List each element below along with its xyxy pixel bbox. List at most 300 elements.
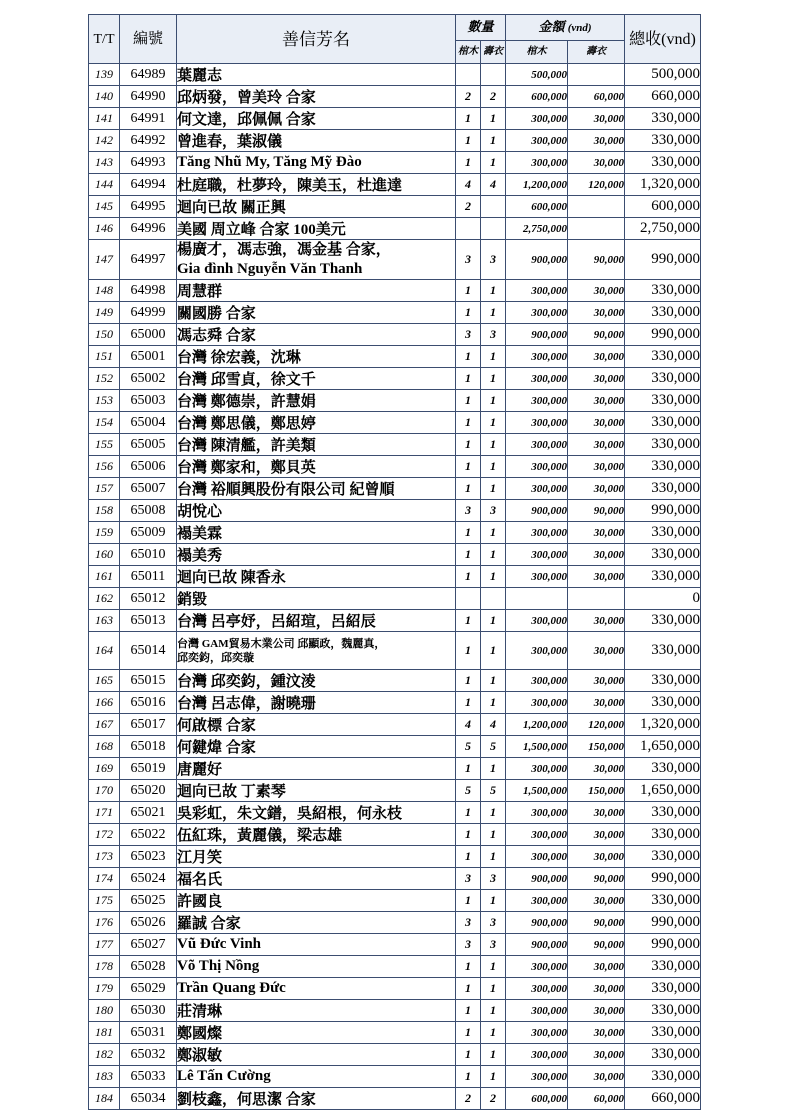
cell-amount-shroud: 30,000 <box>568 692 625 714</box>
donor-name-line1: 迴向已故 陳香永 <box>177 570 286 586</box>
cell-qty-shroud: 1 <box>481 978 506 1000</box>
cell-total: 330,000 <box>625 956 701 978</box>
table-row <box>89 456 701 478</box>
cell-tt: 179 <box>89 978 120 1000</box>
cell-donor-name <box>177 218 456 240</box>
cell-qty-shroud: 1 <box>481 346 506 368</box>
table-row <box>89 1066 701 1088</box>
cell-code: 65034 <box>120 1088 177 1110</box>
table-row <box>89 174 701 196</box>
cell-amount-shroud: 30,000 <box>568 670 625 692</box>
cell-qty-coffin: 1 <box>456 846 481 868</box>
cell-tt: 143 <box>89 152 120 174</box>
cell-qty-shroud: 1 <box>481 1000 506 1022</box>
cell-qty-coffin: 2 <box>456 196 481 218</box>
cell-total: 330,000 <box>625 346 701 368</box>
cell-amount-coffin: 600,000 <box>506 86 568 108</box>
cell-amount-coffin: 600,000 <box>506 196 568 218</box>
cell-amount-shroud: 30,000 <box>568 108 625 130</box>
cell-donor-name <box>177 934 456 956</box>
cell-total: 330,000 <box>625 670 701 692</box>
cell-donor-name <box>177 632 456 670</box>
cell-tt: 151 <box>89 346 120 368</box>
cell-tt: 181 <box>89 1022 120 1044</box>
cell-total: 330,000 <box>625 610 701 632</box>
cell-qty-shroud: 3 <box>481 500 506 522</box>
table-row <box>89 1022 701 1044</box>
cell-donor-name <box>177 846 456 868</box>
cell-amount-shroud: 30,000 <box>568 610 625 632</box>
cell-code: 64997 <box>120 240 177 280</box>
cell-total: 990,000 <box>625 500 701 522</box>
cell-amount-coffin: 300,000 <box>506 412 568 434</box>
cell-total: 990,000 <box>625 912 701 934</box>
cell-total: 330,000 <box>625 412 701 434</box>
cell-donor-name <box>177 108 456 130</box>
column-header-tt: T/T <box>89 15 120 64</box>
cell-code: 65018 <box>120 736 177 758</box>
cell-code: 65006 <box>120 456 177 478</box>
cell-tt: 141 <box>89 108 120 130</box>
donor-name-line1: 唐麗好 <box>177 762 223 778</box>
donor-name-line1: 迴向已故 丁素琴 <box>177 784 286 800</box>
table-row <box>89 434 701 456</box>
cell-qty-shroud: 1 <box>481 890 506 912</box>
cell-tt: 166 <box>89 692 120 714</box>
column-header-amount-group <box>506 15 625 41</box>
cell-qty-shroud <box>481 196 506 218</box>
cell-donor-name <box>177 544 456 566</box>
cell-tt: 158 <box>89 500 120 522</box>
cell-code: 64992 <box>120 130 177 152</box>
cell-code: 65031 <box>120 1022 177 1044</box>
cell-code: 64991 <box>120 108 177 130</box>
cell-qty-coffin: 3 <box>456 240 481 280</box>
cell-amount-shroud: 90,000 <box>568 868 625 890</box>
cell-total: 330,000 <box>625 108 701 130</box>
donor-name-line1: 何文達，邱佩佩 合家 <box>177 112 316 128</box>
cell-amount-shroud: 30,000 <box>568 412 625 434</box>
cell-qty-shroud: 2 <box>481 1088 506 1110</box>
cell-amount-coffin: 300,000 <box>506 368 568 390</box>
cell-donor-name <box>177 978 456 1000</box>
cell-qty-shroud: 1 <box>481 802 506 824</box>
cell-amount-shroud: 150,000 <box>568 736 625 758</box>
donor-name-line1: 劉枝鑫，何思潔 合家 <box>177 1092 316 1108</box>
cell-donor-name <box>177 456 456 478</box>
cell-tt: 164 <box>89 632 120 670</box>
cell-donor-name <box>177 412 456 434</box>
cell-code: 64998 <box>120 280 177 302</box>
cell-tt: 171 <box>89 802 120 824</box>
cell-qty-coffin: 1 <box>456 610 481 632</box>
cell-amount-coffin: 300,000 <box>506 758 568 780</box>
cell-code: 65025 <box>120 890 177 912</box>
cell-total: 1,650,000 <box>625 780 701 802</box>
cell-tt: 173 <box>89 846 120 868</box>
cell-qty-shroud: 1 <box>481 692 506 714</box>
cell-qty-shroud: 1 <box>481 302 506 324</box>
donor-name-line1: 褟美霖 <box>177 526 223 542</box>
cell-amount-coffin: 300,000 <box>506 544 568 566</box>
cell-donor-name <box>177 912 456 934</box>
cell-amount-shroud: 30,000 <box>568 152 625 174</box>
cell-qty-coffin: 1 <box>456 130 481 152</box>
cell-qty-coffin: 1 <box>456 368 481 390</box>
cell-tt: 177 <box>89 934 120 956</box>
table-row <box>89 196 701 218</box>
cell-tt: 184 <box>89 1088 120 1110</box>
cell-code: 65012 <box>120 588 177 610</box>
cell-tt: 159 <box>89 522 120 544</box>
cell-qty-coffin: 1 <box>456 1044 481 1066</box>
cell-qty-shroud: 3 <box>481 324 506 346</box>
donor-name-line1: 台灣 鄭德崇，許慧娟 <box>177 394 316 410</box>
donor-name-line1: 台灣 邱奕鈞，鍾汶淩 <box>177 674 316 690</box>
cell-amount-shroud: 30,000 <box>568 1044 625 1066</box>
cell-amount-shroud: 90,000 <box>568 240 625 280</box>
cell-qty-shroud: 1 <box>481 632 506 670</box>
cell-total: 600,000 <box>625 196 701 218</box>
cell-amount-shroud: 60,000 <box>568 1088 625 1110</box>
cell-qty-shroud: 1 <box>481 456 506 478</box>
donor-name-line1: 何鍵煒 合家 <box>177 740 256 756</box>
cell-qty-shroud: 1 <box>481 280 506 302</box>
cell-donor-name <box>177 196 456 218</box>
cell-total: 2,750,000 <box>625 218 701 240</box>
table-row <box>89 130 701 152</box>
cell-tt: 168 <box>89 736 120 758</box>
cell-qty-coffin: 1 <box>456 758 481 780</box>
table-row <box>89 846 701 868</box>
cell-amount-shroud: 90,000 <box>568 934 625 956</box>
table-row <box>89 758 701 780</box>
cell-donor-name <box>177 714 456 736</box>
cell-total: 330,000 <box>625 1066 701 1088</box>
cell-amount-coffin: 1,200,000 <box>506 174 568 196</box>
cell-total: 330,000 <box>625 890 701 912</box>
cell-total: 330,000 <box>625 692 701 714</box>
table-row <box>89 64 701 86</box>
cell-tt: 176 <box>89 912 120 934</box>
cell-qty-coffin: 2 <box>456 1088 481 1110</box>
cell-amount-shroud: 30,000 <box>568 1066 625 1088</box>
cell-amount-coffin: 300,000 <box>506 456 568 478</box>
cell-tt: 182 <box>89 1044 120 1066</box>
cell-donor-name <box>177 1022 456 1044</box>
table-row <box>89 802 701 824</box>
cell-total: 330,000 <box>625 302 701 324</box>
cell-code: 65005 <box>120 434 177 456</box>
cell-qty-coffin: 1 <box>456 346 481 368</box>
donor-name-line1: 台灣 呂亭妤，呂紹瑄，呂紹辰 <box>177 614 376 630</box>
cell-tt: 167 <box>89 714 120 736</box>
cell-donor-name <box>177 130 456 152</box>
cell-qty-shroud: 4 <box>481 714 506 736</box>
donor-name-line1: 台灣 邱雪貞，徐文千 <box>177 372 316 388</box>
donor-name-line1: Võ Thị Nồng <box>177 958 260 974</box>
cell-amount-shroud: 30,000 <box>568 544 625 566</box>
cell-amount-shroud: 90,000 <box>568 912 625 934</box>
cell-amount-shroud: 30,000 <box>568 346 625 368</box>
cell-code: 65016 <box>120 692 177 714</box>
cell-code: 65026 <box>120 912 177 934</box>
cell-amount-coffin: 1,200,000 <box>506 714 568 736</box>
donor-name-line1: 曾進春，葉淑儀 <box>177 134 283 150</box>
cell-donor-name <box>177 240 456 280</box>
cell-amount-coffin: 300,000 <box>506 846 568 868</box>
column-header-total: 總收(vnd) <box>625 15 701 64</box>
table-body <box>89 64 701 1110</box>
cell-amount-coffin: 600,000 <box>506 1088 568 1110</box>
cell-amount-coffin: 300,000 <box>506 152 568 174</box>
cell-amount-coffin: 900,000 <box>506 240 568 280</box>
table-row <box>89 152 701 174</box>
cell-tt: 172 <box>89 824 120 846</box>
cell-amount-coffin: 300,000 <box>506 302 568 324</box>
cell-qty-shroud: 1 <box>481 130 506 152</box>
cell-qty-coffin: 1 <box>456 956 481 978</box>
cell-qty-coffin: 1 <box>456 302 481 324</box>
cell-amount-coffin: 300,000 <box>506 632 568 670</box>
table-row <box>89 280 701 302</box>
cell-tt: 147 <box>89 240 120 280</box>
cell-qty-shroud: 5 <box>481 780 506 802</box>
table-row <box>89 566 701 588</box>
header-row-top <box>89 15 701 41</box>
cell-amount-coffin: 300,000 <box>506 1044 568 1066</box>
cell-tt: 174 <box>89 868 120 890</box>
cell-code: 65014 <box>120 632 177 670</box>
cell-tt: 146 <box>89 218 120 240</box>
cell-total: 330,000 <box>625 1044 701 1066</box>
cell-amount-shroud: 30,000 <box>568 1022 625 1044</box>
donor-name-line1: 關國勝 合家 <box>177 306 256 322</box>
cell-qty-shroud: 3 <box>481 240 506 280</box>
cell-total: 0 <box>625 588 701 610</box>
cell-tt: 163 <box>89 610 120 632</box>
cell-tt: 150 <box>89 324 120 346</box>
cell-donor-name <box>177 736 456 758</box>
cell-amount-coffin: 1,500,000 <box>506 736 568 758</box>
subheader-amount-coffin: 棺木 <box>506 40 568 63</box>
cell-amount-coffin: 300,000 <box>506 802 568 824</box>
donor-name-line1: 台灣 呂志偉，謝曉珊 <box>177 696 316 712</box>
table-row <box>89 1088 701 1110</box>
table-row <box>89 302 701 324</box>
table-row <box>89 108 701 130</box>
table-row <box>89 544 701 566</box>
donation-table <box>88 14 701 1110</box>
cell-amount-shroud: 30,000 <box>568 522 625 544</box>
cell-qty-shroud: 1 <box>481 566 506 588</box>
cell-donor-name <box>177 302 456 324</box>
cell-code: 64996 <box>120 218 177 240</box>
cell-amount-shroud: 30,000 <box>568 1000 625 1022</box>
column-header-name: 善信芳名 <box>177 15 456 64</box>
cell-code: 65001 <box>120 346 177 368</box>
table-row <box>89 632 701 670</box>
cell-donor-name <box>177 500 456 522</box>
cell-qty-coffin <box>456 218 481 240</box>
cell-qty-coffin: 1 <box>456 670 481 692</box>
cell-amount-shroud: 30,000 <box>568 956 625 978</box>
cell-tt: 162 <box>89 588 120 610</box>
table-row <box>89 218 701 240</box>
cell-amount-coffin: 900,000 <box>506 912 568 934</box>
cell-donor-name <box>177 324 456 346</box>
cell-amount-shroud: 120,000 <box>568 174 625 196</box>
cell-code: 64999 <box>120 302 177 324</box>
cell-total: 330,000 <box>625 1000 701 1022</box>
cell-amount-shroud: 90,000 <box>568 500 625 522</box>
cell-donor-name <box>177 692 456 714</box>
cell-code: 65015 <box>120 670 177 692</box>
cell-code: 65002 <box>120 368 177 390</box>
cell-donor-name <box>177 1066 456 1088</box>
cell-tt: 170 <box>89 780 120 802</box>
cell-total: 330,000 <box>625 280 701 302</box>
table-row <box>89 934 701 956</box>
cell-amount-shroud: 30,000 <box>568 824 625 846</box>
cell-tt: 154 <box>89 412 120 434</box>
cell-qty-shroud: 1 <box>481 390 506 412</box>
cell-donor-name <box>177 588 456 610</box>
cell-code: 65004 <box>120 412 177 434</box>
cell-amount-coffin: 300,000 <box>506 670 568 692</box>
cell-amount-coffin: 500,000 <box>506 64 568 86</box>
cell-tt: 139 <box>89 64 120 86</box>
cell-amount-coffin: 1,500,000 <box>506 780 568 802</box>
table-row <box>89 588 701 610</box>
cell-amount-coffin: 900,000 <box>506 500 568 522</box>
cell-amount-coffin: 300,000 <box>506 1022 568 1044</box>
cell-qty-coffin: 1 <box>456 978 481 1000</box>
cell-donor-name <box>177 368 456 390</box>
cell-donor-name <box>177 566 456 588</box>
table-row <box>89 736 701 758</box>
table-row <box>89 780 701 802</box>
table-row <box>89 86 701 108</box>
cell-qty-shroud: 4 <box>481 174 506 196</box>
subheader-quantity-shroud: 壽衣 <box>481 40 506 63</box>
cell-amount-coffin: 900,000 <box>506 934 568 956</box>
cell-donor-name <box>177 780 456 802</box>
cell-amount-shroud: 30,000 <box>568 390 625 412</box>
table-row <box>89 890 701 912</box>
amount-group-label: 金額 <box>538 18 565 34</box>
cell-amount-shroud: 30,000 <box>568 978 625 1000</box>
donor-name-line1: 鄭國燦 <box>177 1026 223 1042</box>
cell-donor-name <box>177 868 456 890</box>
cell-qty-coffin: 1 <box>456 692 481 714</box>
cell-total: 500,000 <box>625 64 701 86</box>
cell-total: 330,000 <box>625 1022 701 1044</box>
cell-amount-coffin: 300,000 <box>506 566 568 588</box>
donor-name-line1: 鄭淑敏 <box>177 1048 223 1064</box>
cell-amount-coffin <box>506 588 568 610</box>
cell-amount-shroud: 30,000 <box>568 846 625 868</box>
cell-qty-coffin: 1 <box>456 522 481 544</box>
cell-tt: 144 <box>89 174 120 196</box>
cell-qty-coffin: 3 <box>456 324 481 346</box>
cell-qty-coffin: 3 <box>456 868 481 890</box>
cell-donor-name <box>177 522 456 544</box>
table-row <box>89 868 701 890</box>
cell-tt: 161 <box>89 566 120 588</box>
cell-tt: 175 <box>89 890 120 912</box>
cell-code: 64995 <box>120 196 177 218</box>
cell-qty-shroud: 3 <box>481 934 506 956</box>
cell-amount-shroud: 30,000 <box>568 890 625 912</box>
cell-tt: 148 <box>89 280 120 302</box>
cell-qty-coffin: 1 <box>456 412 481 434</box>
cell-tt: 165 <box>89 670 120 692</box>
table-row <box>89 240 701 280</box>
cell-qty-coffin: 1 <box>456 802 481 824</box>
donor-name-line1: 伍紅珠，黃麗儀，梁志雄 <box>177 828 343 844</box>
cell-amount-shroud: 30,000 <box>568 566 625 588</box>
cell-amount-coffin: 300,000 <box>506 130 568 152</box>
cell-total: 660,000 <box>625 1088 701 1110</box>
donor-name-line1: 美國 周立峰 合家 100美元 <box>177 222 346 238</box>
table-row <box>89 522 701 544</box>
donor-name-line1: 褟美秀 <box>177 548 223 564</box>
cell-donor-name <box>177 824 456 846</box>
table-row <box>89 912 701 934</box>
table-row <box>89 670 701 692</box>
column-header-quantity-group: 數量 <box>456 15 506 41</box>
cell-qty-shroud <box>481 588 506 610</box>
donor-name-line2: Gia đình Nguyễn Văn Thanh <box>177 260 363 277</box>
donor-name-line1: 台灣 陳清艦，許美類 <box>177 438 316 454</box>
donor-name-line1: 何啟標 合家 <box>177 718 256 734</box>
cell-total: 1,650,000 <box>625 736 701 758</box>
cell-total: 330,000 <box>625 368 701 390</box>
cell-total: 1,320,000 <box>625 714 701 736</box>
cell-tt: 149 <box>89 302 120 324</box>
cell-total: 330,000 <box>625 152 701 174</box>
table-row <box>89 500 701 522</box>
cell-qty-coffin: 1 <box>456 152 481 174</box>
donor-name-line2: 邱奕鈞，邱奕璇 <box>177 651 254 664</box>
cell-code: 65007 <box>120 478 177 500</box>
cell-donor-name <box>177 1044 456 1066</box>
cell-qty-shroud: 1 <box>481 610 506 632</box>
cell-qty-shroud: 5 <box>481 736 506 758</box>
table-row <box>89 610 701 632</box>
cell-donor-name <box>177 610 456 632</box>
cell-amount-shroud: 30,000 <box>568 456 625 478</box>
cell-qty-coffin: 1 <box>456 390 481 412</box>
cell-total: 330,000 <box>625 566 701 588</box>
cell-total: 990,000 <box>625 240 701 280</box>
donor-name-line1: 邱炳發，曾美玲 合家 <box>177 90 316 106</box>
donor-name-line1: 吳彩虹，朱文鐠，吳紹根，何永枝 <box>177 806 403 822</box>
donor-name-line1: 台灣 裕順興股份有限公司 紀曾順 <box>177 482 395 498</box>
cell-qty-coffin: 2 <box>456 86 481 108</box>
cell-qty-coffin: 1 <box>456 632 481 670</box>
cell-qty-shroud: 1 <box>481 522 506 544</box>
donor-name-line1: Tăng Nhũ My, Tăng Mỹ Đào <box>177 154 362 170</box>
table-header <box>89 15 701 64</box>
subheader-quantity-coffin: 棺木 <box>456 40 481 63</box>
cell-amount-coffin: 300,000 <box>506 824 568 846</box>
cell-amount-coffin: 300,000 <box>506 890 568 912</box>
donor-name-line1: 台灣 GAM貿易木業公司 邱顯政，魏麗真， <box>177 637 386 650</box>
donor-name-line1: 周慧群 <box>177 284 223 300</box>
cell-total: 1,320,000 <box>625 174 701 196</box>
